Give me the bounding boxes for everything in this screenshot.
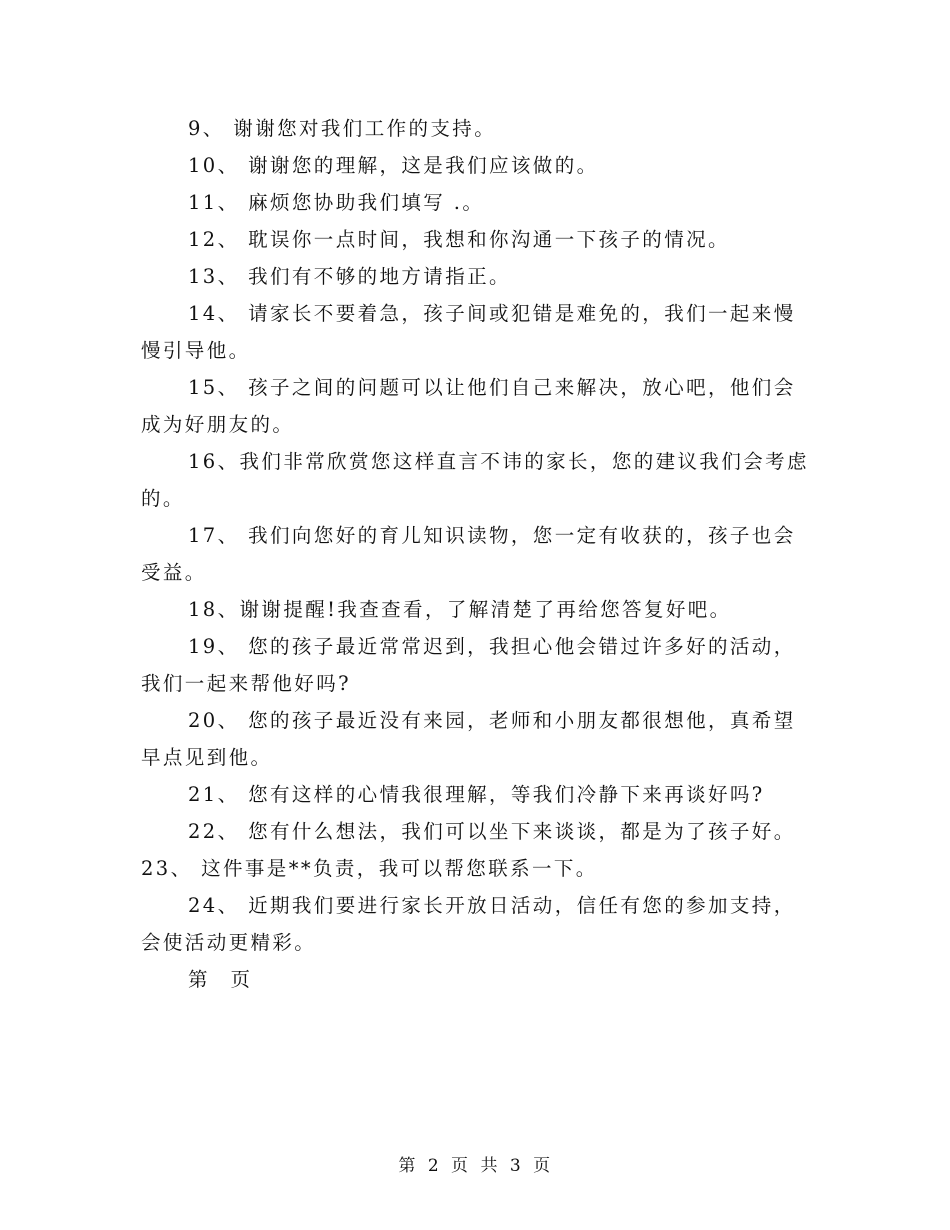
paragraph-15: 15、 孩子之间的问题可以让他们自己来解决，放心吧，他们会成为好朋友的。 — [141, 376, 796, 436]
paragraph-11: 11、 麻烦您协助我们填写 .。 — [188, 191, 485, 214]
paragraph-22: 22、 您有什么想法，我们可以坐下来谈谈，都是为了孩子好。 — [188, 820, 796, 843]
page-footer: 第 2 页 共 3 页 — [398, 1156, 552, 1176]
paragraph-13: 13、 我们有不够的地方请指正。 — [188, 265, 511, 288]
paragraph-24: 24、 近期我们要进行家长开放日活动，信任有您的参加支持，会使活动更精彩。 — [141, 894, 796, 954]
paragraph-14: 14、 请家长不要着急，孩子间或犯错是难免的，我们一起来慢慢引导他。 — [141, 302, 796, 362]
paragraph-21: 21、 您有这样的心情我很理解，等我们冷静下来再谈好吗? — [188, 783, 765, 806]
paragraph-19: 19、 您的孩子最近常常迟到，我担心他会错过许多好的活动，我们一起来帮他好吗? — [141, 635, 796, 695]
paragraph-16: 16、我们非常欣赏您这样直言不讳的家长，您的建议我们会考虑的。 — [141, 450, 809, 510]
paragraph-12: 12、 耽误你一点时间，我想和你沟通一下孩子的情况。 — [188, 228, 730, 251]
paragraph-17: 17、 我们向您好的育儿知识读物，您一定有收获的，孩子也会受益。 — [141, 524, 796, 584]
document-body — [141, 110, 811, 998]
paragraph-9: 9、 谢谢您对我们工作的支持。 — [188, 117, 497, 140]
paragraph-18: 18、谢谢提醒!我查查看，了解清楚了再给您答复好吧。 — [188, 598, 732, 621]
paragraph-20: 20、 您的孩子最近没有来园，老师和小朋友都很想他，真希望早点见到他。 — [141, 709, 796, 769]
page-mark: 第 页 — [188, 968, 253, 991]
paragraph-10: 10、 谢谢您的理解，这是我们应该做的。 — [188, 154, 599, 177]
paragraph-23: 23、 这件事是**负责，我可以帮您联系一下。 — [141, 857, 598, 880]
